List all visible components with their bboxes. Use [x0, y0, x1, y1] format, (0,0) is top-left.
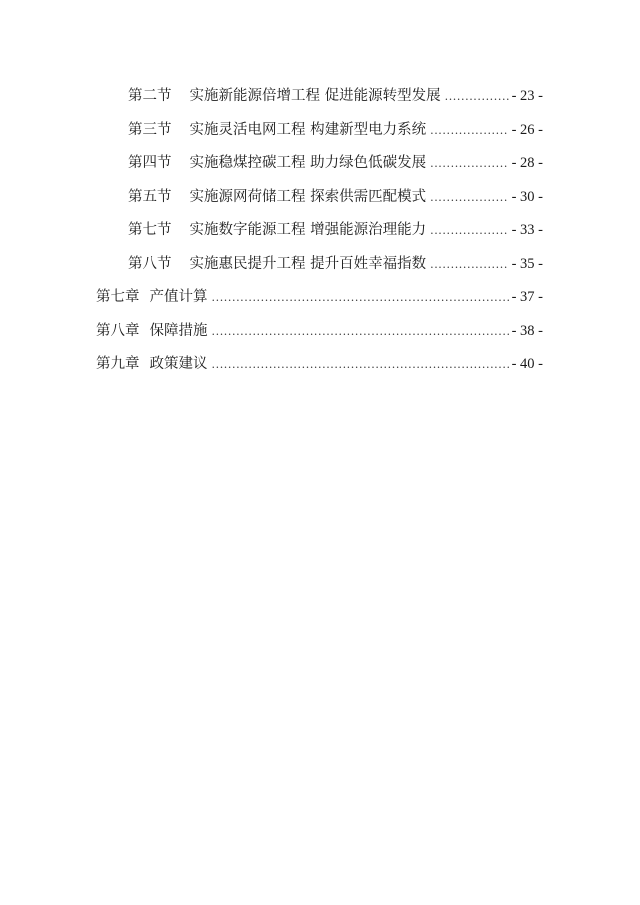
page-number: - 40 - — [511, 356, 543, 372]
page-number: - 35 - — [511, 256, 543, 272]
section-number: 第七节 — [128, 222, 172, 238]
page-number: - 28 - — [511, 155, 543, 171]
toc-entry-section[interactable] — [128, 187, 543, 208]
chapter-title: 保障措施 — [149, 323, 208, 339]
page-number: - 23 - — [511, 88, 543, 104]
page-number: - 30 - — [511, 189, 543, 205]
chapter-title: 政策建议 — [149, 356, 208, 372]
dot-leader — [212, 322, 509, 342]
toc-entry-section[interactable] — [128, 220, 543, 241]
section-title: 实施数字能源工程 增强能源治理能力 — [189, 222, 427, 238]
dot-leader — [430, 255, 508, 275]
dot-leader — [212, 355, 509, 375]
page-number: - 37 - — [511, 289, 543, 305]
dot-leader — [430, 121, 508, 141]
chapter-number: 第七章 — [96, 289, 140, 305]
section-title: 实施新能源倍增工程 促进能源转型发展 — [189, 88, 441, 104]
section-number: 第五节 — [128, 189, 172, 205]
section-title: 实施灵活电网工程 构建新型电力系统 — [189, 122, 427, 138]
page-number: - 38 - — [511, 323, 543, 339]
dot-leader — [430, 154, 508, 174]
section-title: 实施源网荷储工程 探索供需匹配模式 — [189, 189, 427, 205]
toc-entry-chapter[interactable] — [96, 354, 543, 375]
section-title: 实施惠民提升工程 提升百姓幸福指数 — [189, 256, 427, 272]
toc-entry-section[interactable] — [128, 86, 543, 107]
dot-leader — [430, 188, 508, 208]
toc-entry-chapter[interactable] — [96, 287, 543, 308]
dot-leader — [445, 87, 509, 107]
page-number: - 33 - — [511, 222, 543, 238]
chapter-number: 第九章 — [96, 356, 140, 372]
chapter-number: 第八章 — [96, 323, 140, 339]
chapter-title: 产值计算 — [149, 289, 208, 305]
section-number: 第二节 — [128, 88, 172, 104]
toc-entry-section[interactable] — [128, 254, 543, 275]
toc-entry-chapter[interactable] — [96, 321, 543, 342]
page-number: - 26 - — [511, 122, 543, 138]
toc-entry-section[interactable] — [128, 153, 543, 174]
toc-entry-section[interactable] — [128, 120, 543, 141]
section-number: 第四节 — [128, 155, 172, 171]
dot-leader — [430, 221, 508, 241]
dot-leader — [212, 288, 509, 308]
section-title: 实施稳煤控碳工程 助力绿色低碳发展 — [189, 155, 427, 171]
section-number: 第八节 — [128, 256, 172, 272]
section-number: 第三节 — [128, 122, 172, 138]
